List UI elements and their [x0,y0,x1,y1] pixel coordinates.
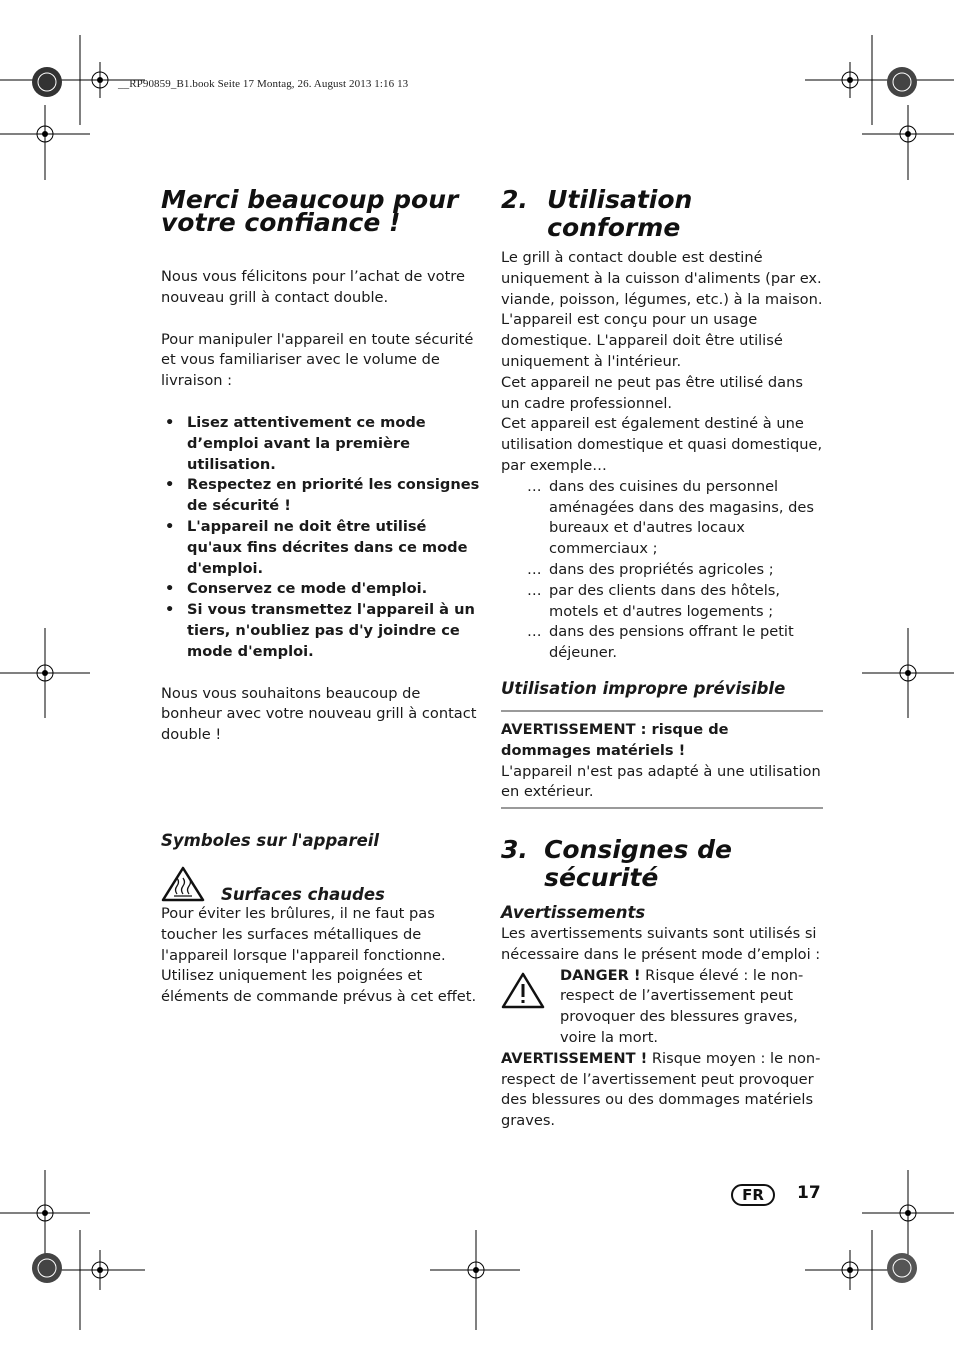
list-item: • Respectez en priorité les consignes de sécurité ! [161,475,481,517]
paragraph: L'appareil est conçu pour un usage domestique. L'appareil doit être utilisé uniquement à l'intérieur. [501,311,783,370]
danger-block [501,966,823,1049]
warnings-title: Avertissements [501,903,646,922]
list-item: … dans des propriétés agricoles ; [527,560,774,578]
section-3 [501,836,823,1132]
list-item: … dans des pensions offrant le petit déjeuner. [527,623,794,662]
symbols-title: Symboles sur l'appareil [161,831,380,850]
section-2-title [501,186,823,242]
paragraph: Cet appareil est également destiné à une utilisation domestique et quasi domestique, par exemple… [501,415,823,474]
warning-heading: AVERTISSEMENT : risque de dommages matériels ! [501,720,729,759]
welcome-closing: Nous vous souhaitons beaucoup de bonheur avec votre nouveau grill à contact double ! [161,684,477,744]
section-title-text: Utilisation conforme [547,185,693,242]
hot-surfaces-text: Pour éviter les brûlures, il ne faut pas toucher les surfaces métalliques de l'appareil lorsque l'appareil fonctionne. Utilisez uniquement les poignées et éléments de commande prévus à cet effet. [161,905,477,1006]
language-badge: FR [731,1184,775,1206]
section-2 [501,186,823,809]
hot-surface-icon [161,866,207,902]
danger-text: DANGER ! Risque élevé : le non-respect de l’avertissement peut provoquer des blessures graves, voire la mort. [560,966,804,1046]
list-item: … par des clients dans des hôtels, motels et d'autres logements ; [527,581,781,620]
symbols-section [161,830,481,1008]
section-title-text: Consignes de sécurité [544,835,732,892]
list-item: • Si vous transmettez l'appareil à un tiers, n'oubliez pas d'y joindre ce mode d'emploi. [161,600,481,662]
warning-text: L'appareil n'est pas adapté à une utilisation en extérieur. [501,762,821,801]
welcome-intro: Nous vous félicitons pour l’achat de votre nouveau grill à contact double. [161,268,465,306]
examples-list [501,477,823,664]
print-file-info: __RP90859_B1.book Seite 17 Montag, 26. August 2013 1:16 13 [118,78,409,90]
list-item: … dans des cuisines du personnel aménagées dans des magasins, des bureaux et d'autres locaux commerciaux ; [527,477,814,558]
misuse-title: Utilisation impropre prévisible [501,678,786,698]
list-item: • Lisez attentivement ce mode d’emploi avant la première utilisation. [161,413,481,475]
warnings-intro: Les avertissements suivants sont utilisés si nécessaire dans le présent mode d’emploi : [501,925,821,963]
caution-text: AVERTISSEMENT ! Risque moyen : le non-respect de l’avertissement peut provoquer des blessures ou des dommages matériels graves. [501,1049,821,1130]
welcome-title: Merci beaucoup pour votre confiance ! [161,185,459,237]
list-item: • Conservez ce mode d'emploi. [161,579,481,600]
hot-surfaces-title: Surfaces chaudes [221,885,385,904]
section-3-title [501,836,823,892]
welcome-intro-2: Pour manipuler l'appareil en toute sécurité et vous familiariser avec le volume de livraison : [161,330,474,390]
page-number: 17 [797,1183,821,1203]
paragraph: Cet appareil ne peut pas être utilisé dans un cadre professionnel. [501,373,803,412]
section-number: 2. [501,185,528,214]
paragraph: Le grill à contact double est destiné uniquement à la cuisson d'aliments (par ex. viande, poisson, légumes, etc.) à la maison. [501,249,823,308]
instruction-list [161,413,481,663]
warning-triangle-icon [501,966,560,1049]
section-number: 3. [501,835,528,864]
list-item: • L'appareil ne doit être utilisé qu'aux fins décrites dans ce mode d'emploi. [161,517,481,579]
warning-box [501,710,823,809]
left-column [161,185,481,746]
